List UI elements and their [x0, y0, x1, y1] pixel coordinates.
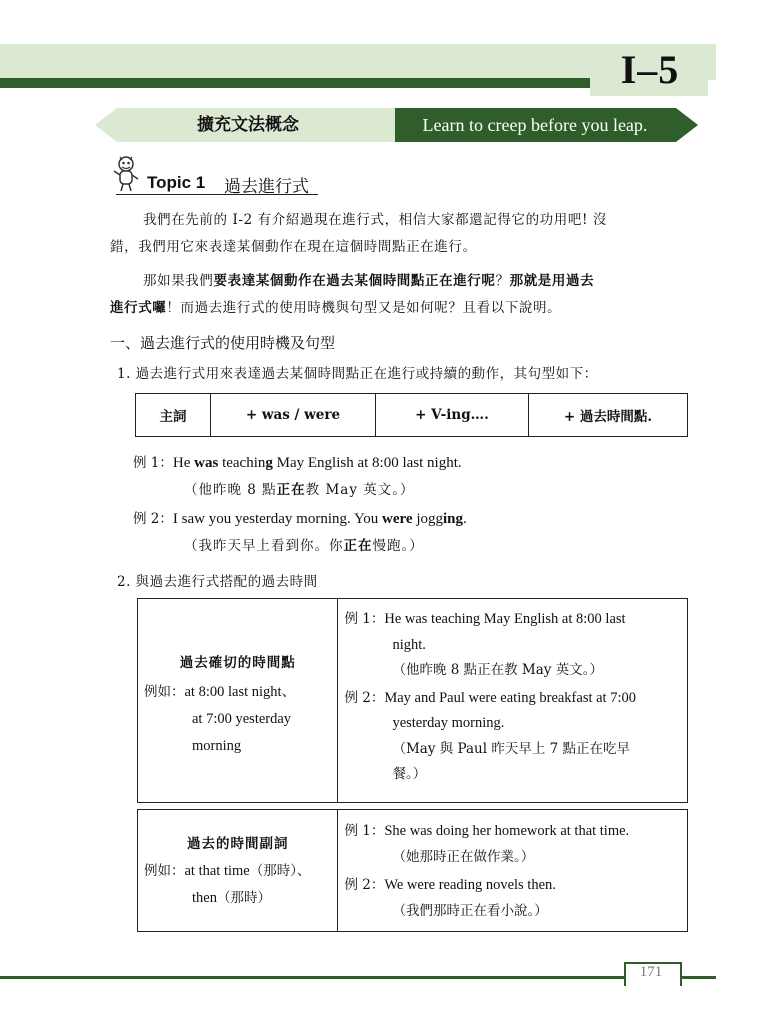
pattern-cell: 主詞	[136, 394, 211, 437]
pattern-cell: + V-ing….	[376, 394, 529, 437]
topic-label: Topic 1	[147, 173, 206, 192]
page-number: 171	[639, 964, 663, 980]
row2-right-examples: 例 1：She was doing her homework at that time. （她那時正在做作業。） 例 2：We were reading novels then. （我們那時正在看小說。）	[344, 823, 630, 919]
item-2: 2. 與過去進行式搭配的過去時間	[117, 574, 318, 590]
time-table-row1-left	[138, 599, 338, 803]
intro-p1-line1: 我們在先前的 I-2 有介紹過現在進行式，相信大家都還記得它的功用吧! 沒	[143, 212, 607, 228]
pattern-table	[135, 393, 688, 437]
time-table-gap	[138, 803, 688, 810]
example-1: 例 1：He was teaching May English at 8:00 last night.	[133, 455, 462, 471]
item-1: 1. 過去進行式用來表達過去某個時間點正在進行或持續的動作，其句型如下：	[117, 366, 598, 382]
unit-title: I–5	[620, 47, 680, 92]
topic-title: 過去進行式	[224, 177, 309, 197]
row1-right-examples: 例 1：He was teaching May English at 8:00 last night. （他昨晚 8 點正在教 May 英文。） 例 2：May and Paul were eating breakfast at 7:00 yesterday morning. （May 與 Paul 昨天早上 7 點正在吃早 餐。）	[344, 611, 636, 782]
pattern-cell: + was / were	[211, 394, 376, 437]
example-2-zh: （我昨天早上看到你。你正在慢跑。）	[184, 538, 424, 554]
intro-p2-line1: 那如果我們要表達某個動作在過去某個時間點正在進行呢？那就是用過去	[143, 273, 595, 289]
header-band-dark	[0, 78, 592, 88]
row1-title: 過去確切的時間點	[179, 655, 296, 671]
time-table	[137, 598, 688, 932]
time-table-row2-left	[138, 810, 338, 932]
banner-right-text: Learn to creep before you leap.	[422, 115, 648, 135]
intro-p2-line2: 進行式囉！而過去進行式的使用時機與句型又是如何呢？且看以下說明。	[110, 300, 562, 316]
footer-line	[0, 976, 716, 979]
section-heading: 一、過去進行式的使用時機及句型	[110, 334, 336, 352]
row2-examples: 例如：at that time（那時）、 then（那時）	[144, 863, 311, 906]
row2-title: 過去的時間副詞	[186, 836, 289, 852]
time-table-row2-right	[338, 810, 688, 932]
example-1-zh: （他昨晚 8 點正在教 May 英文。）	[184, 482, 415, 498]
banner-left-text: 擴充文法概念	[197, 115, 299, 135]
example-2: 例 2：I saw you yesterday morning. You were jogging.	[133, 511, 467, 527]
pattern-cell: + 過去時間點.	[529, 394, 688, 437]
row1-examples: 例如：at 8:00 last night、 at 7:00 yesterday morning	[144, 684, 297, 754]
intro-p1-line2: 錯，我們用它來表達某個動作在現在這個時間點正在進行。	[110, 239, 477, 255]
mascot-icon	[110, 154, 150, 194]
time-table-row1-right	[338, 599, 688, 803]
